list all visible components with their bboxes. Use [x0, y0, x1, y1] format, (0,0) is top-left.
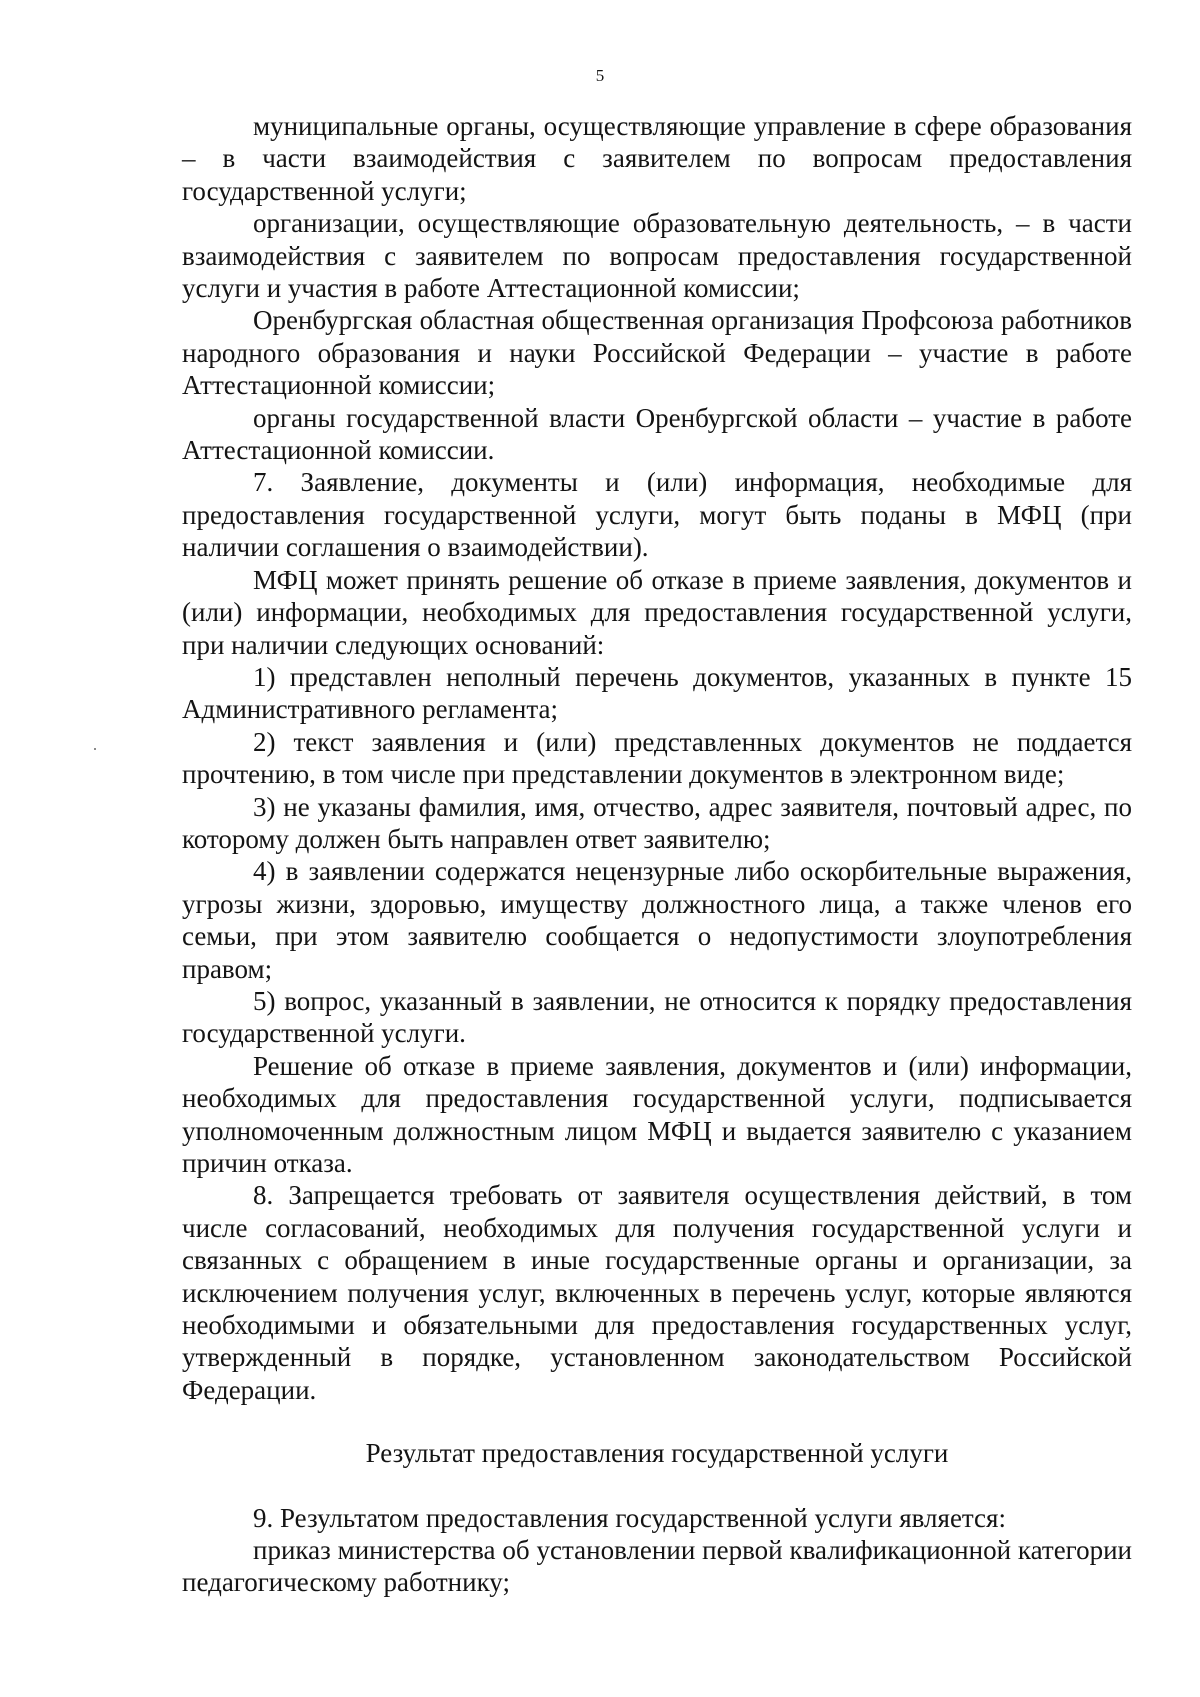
paragraph-mfc-refusal: МФЦ может принять решение об отказе в приеме заявления, документов и (или) информации, необходимых для предоставления государственной услуги, при наличии следующих оснований:: [182, 564, 1132, 660]
paragraph-ground-1: 1) представлен неполный перечень документов, указанных в пункте 15 Административного регламента;: [182, 661, 1132, 725]
paragraph-ground-5: 5) вопрос, указанный в заявлении, не относится к порядку предоставления государственной услуги.: [182, 985, 1132, 1049]
paragraph-educational-organizations: организации, осуществляющие образовательную деятельность, – в части взаимодействия с заявителем по вопросам предоставления государственной услуги и участия в работе Аттестационной комиссии;: [182, 208, 1132, 304]
paragraph-state-authorities: органы государственной власти Оренбургской области – участие в работе Аттестационной комиссии.: [182, 402, 1132, 466]
paragraph-first-category-order: приказ министерства об установлении первой квалификационной категории педагогическому работнику;: [182, 1535, 1132, 1598]
paragraph-municipal-bodies: муниципальные органы, осуществляющие управление в сфере образования – в части взаимодействия с заявителем по вопросам предоставления государственной услуги;: [182, 111, 1132, 206]
paragraph-item-9: 9. Результатом предоставления государственной услуги является:: [253, 1502, 1006, 1533]
document-body: [182, 110, 1132, 1599]
paragraph-ground-3: 3) не указаны фамилия, имя, отчество, адрес заявителя, почтовый адрес, по которому должен быть направлен ответ заявителю;: [182, 791, 1132, 854]
scan-speck: [94, 748, 96, 750]
paragraph-item-8: 8. Запрещается требовать от заявителя осуществления действий, в том числе согласований, необходимых для получения государственной услуги и связанных с обращением в иные государственные органы и организации, за исключением получения услуг, включенных в перечень услуг, которые являются необходимыми и обязательными для предоставления государственных услуг, утвержденный в порядке, установленном законодательством Российской Федерации.: [182, 1180, 1132, 1405]
paragraph-item-7: 7. Заявление, документы и (или) информация, необходимые для предоставления государственной услуги, могут быть поданы в МФЦ (при наличии соглашения о взаимодействии).: [182, 467, 1132, 563]
paragraph-refusal-decision: Решение об отказе в приеме заявления, документов и (или) информации, необходимых для предоставления государственной услуги, подписывается уполномоченным должностным лицом МФЦ и выдается заявителю с указанием причин отказа.: [182, 1050, 1132, 1178]
paragraph-trade-union: Оренбургская областная общественная организация Профсоюза работников народного образования и науки Российской Федерации – участие в работе Аттестационной комиссии;: [182, 305, 1132, 401]
paragraph-ground-4: 4) в заявлении содержатся нецензурные либо оскорбительные выражения, угрозы жизни, здоровью, имуществу должностного лица, а также членов его семьи, при этом заявителю сообщается о недопустимости злоупотребления правом;: [182, 856, 1132, 984]
paragraph-ground-2: 2) текст заявления и (или) представленных документов не поддается прочтению, в том числе при представлении документов в электронном виде;: [182, 726, 1132, 790]
page-number: 5: [595, 66, 605, 85]
section-heading: Результат предоставления государственной услуги: [365, 1438, 949, 1469]
